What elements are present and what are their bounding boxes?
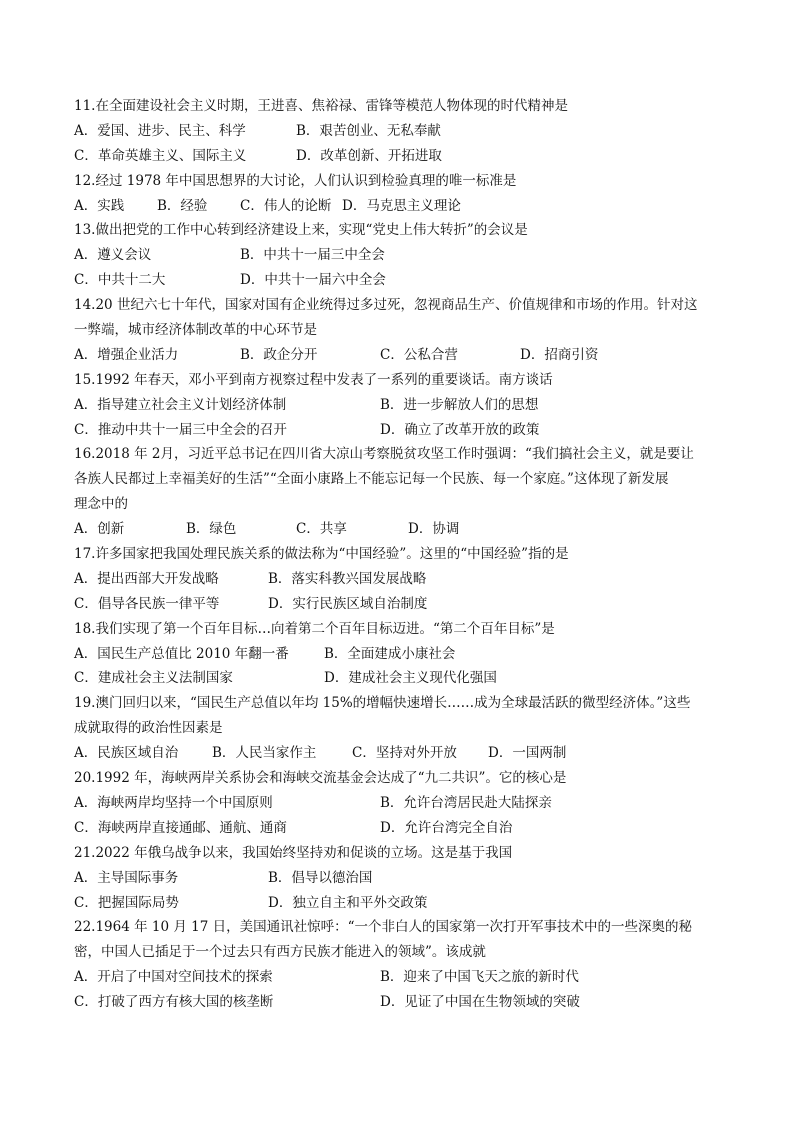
answer-option[interactable]: D．实行民族区域自治制度 [268,595,428,612]
option-row [74,666,724,691]
answer-option[interactable]: B．艰苦创业、无私奉献 [296,122,441,139]
question-15 [74,368,724,443]
question-stem: 成就取得的政治性因素是 [74,720,223,737]
answer-option[interactable]: B．进一步解放人们的思想 [380,396,539,413]
answer-option[interactable]: C．伟人的论断 [240,197,332,214]
option-row [74,418,724,443]
question-18 [74,617,724,692]
question-stem: 理念中的 [74,496,128,513]
answer-option[interactable]: C．把握国际局势 [74,894,179,911]
question-stem: 12.经过 1978 年中国思想界的大讨论，人们认识到检验真理的唯一标准是 [74,172,517,189]
question-17 [74,542,724,617]
answer-option[interactable]: B．绿色 [186,521,237,538]
answer-option[interactable]: B．允许台湾居民赴大陆探亲 [380,794,552,811]
answer-option[interactable]: D．马克思主义理论 [342,197,461,214]
question-22 [74,915,724,1015]
answer-option[interactable]: B．迎来了中国飞天之旅的新时代 [380,969,579,986]
answer-option[interactable]: B．中共十一届三中全会 [240,247,385,264]
answer-option[interactable]: C．中共十二大 [74,272,166,289]
option-row [74,791,724,816]
answer-option[interactable]: A．增强企业活力 [74,346,179,363]
question-20 [74,766,724,841]
question-stem: 17.许多国家把我国处理民族关系的做法称为“中国经验”。这里的“中国经验”指的是 [74,546,569,563]
option-row [74,119,724,144]
option-row [74,567,724,592]
answer-option[interactable]: D．允许台湾完全自治 [380,819,513,836]
answer-option[interactable]: C．公私合营 [380,346,458,363]
option-row [74,268,724,293]
answer-option[interactable]: B．政企分开 [240,346,318,363]
option-row [74,243,724,268]
option-row [74,194,724,219]
answer-option[interactable]: C．建成社会主义法制国家 [74,670,233,687]
answer-option[interactable]: A．提出西部大开发战略 [74,570,219,587]
option-row [74,741,724,766]
answer-option[interactable]: A．创新 [74,521,125,538]
answer-option[interactable]: D．独立自主和平外交政策 [268,894,428,911]
answer-option[interactable]: D．一国两制 [488,745,567,762]
answer-option[interactable]: B．人民当家作主 [212,745,317,762]
option-row [74,965,724,990]
answer-option[interactable]: A．海峡两岸均坚持一个中国原则 [74,794,273,811]
question-11 [74,94,724,169]
question-stem: 一弊端，城市经济体制改革的中心环节是 [74,322,317,339]
answer-option[interactable]: C．打破了西方有核大国的核垄断 [74,994,274,1011]
answer-option[interactable]: D．见证了中国在生物领域的突破 [380,994,580,1011]
question-21 [74,841,724,916]
answer-option[interactable]: A．民族区域自治 [74,745,179,762]
answer-option[interactable]: B．全面建成小康社会 [324,645,456,662]
question-stem: 11.在全面建设社会主义时期，王进喜、焦裕禄、雷锋等模范人物体现的时代精神是 [74,98,568,114]
option-row [74,343,724,368]
option-row [74,891,724,916]
answer-option[interactable]: A．指导建立社会主义计划经济体制 [74,396,287,413]
answer-option[interactable]: C．倡导各民族一律平等 [74,595,220,612]
answer-option[interactable]: D．协调 [408,521,460,538]
question-12 [74,169,724,219]
question-19 [74,691,724,766]
option-row [74,990,724,1015]
question-stem: 14.20 世纪六七十年代，国家对国有企业统得过多过死，忽视商品生产、价值规律和市场的作用。针对这 [74,297,698,314]
option-row [74,866,724,891]
option-row [74,517,724,542]
answer-option[interactable]: C．海峡两岸直接通邮、通航、通商 [74,819,287,836]
answer-option[interactable]: B．经验 [157,197,208,214]
answer-option[interactable]: C．推动中共十一届三中全会的召开 [74,421,287,438]
option-row [74,816,724,841]
answer-option[interactable]: A．主导国际事务 [74,869,179,886]
question-13 [74,218,724,293]
answer-option[interactable]: D．中共十一届六中全会 [240,272,386,289]
option-row [74,642,724,667]
option-row [74,393,724,418]
answer-option[interactable]: A．爱国、进步、民主、科学 [74,122,246,139]
question-stem: 19.澳门回归以来，“国民生产总值以年均 15%的增幅快速增长……成为全球最活跃的微型经济体。”这些 [74,695,691,712]
question-stem: 密，中国人已插足于一个过去只有西方民族才能进入的领域”。该成就 [74,944,486,961]
question-stem: 15.1992 年春天，邓小平到南方视察过程中发表了一系列的重要谈话。南方谈话 [74,371,553,388]
question-16 [74,442,724,542]
question-stem: 22.1964 年 10 月 17 日，美国通讯社惊呼：“一个非白人的国家第一次打开军事技术中的一些深奥的秘 [74,919,693,936]
answer-option[interactable]: D．建成社会主义现代化强国 [324,670,497,687]
answer-option[interactable]: C．革命英雄主义、国际主义 [74,147,247,164]
answer-option[interactable]: C．共享 [296,521,347,538]
answer-option[interactable]: D．改革创新、开拓进取 [296,147,442,164]
option-row [74,144,724,169]
answer-option[interactable]: A．实践 [74,197,125,214]
answer-option[interactable]: A．遵义会议 [74,247,152,264]
question-stem: 各族人民都过上幸福美好的生活”“全面小康路上不能忘记每一个民族、每一个家庭。”这体现了新发展 [74,471,669,488]
answer-option[interactable]: B．倡导以德治国 [268,869,373,886]
answer-option[interactable]: D．确立了改革开放的政策 [380,421,540,438]
question-stem: 16.2018 年 2月，习近平总书记在四川省大凉山考察脱贫攻坚工作时强调：“我们搞社会主义，就是要让 [74,446,694,463]
question-stem: 21.2022 年俄乌战争以来，我国始终坚持劝和促谈的立场。这是基于我国 [74,844,513,861]
question-stem: 13.做出把党的工作中心转到经济建设上来，实现“党史上伟大转折”的会议是 [74,222,528,239]
question-stem: 18.我们实现了第一个百年目标…向着第二个百年目标迈进。“第二个百年目标”是 [74,620,555,637]
answer-option[interactable]: A．国民生产总值比 2010 年翻一番 [74,645,289,662]
question-list [74,94,724,1015]
question-14 [74,293,724,368]
question-stem: 20.1992 年，海峡两岸关系协会和海峡交流基金会达成了“九二共识”。它的核心是 [74,770,567,787]
answer-option[interactable]: D．招商引资 [520,346,599,363]
answer-option[interactable]: A．开启了中国对空间技术的探索 [74,969,273,986]
answer-option[interactable]: B．落实科教兴国发展战略 [268,570,427,587]
option-row [74,592,724,617]
answer-option[interactable]: C．坚持对外开放 [352,745,457,762]
